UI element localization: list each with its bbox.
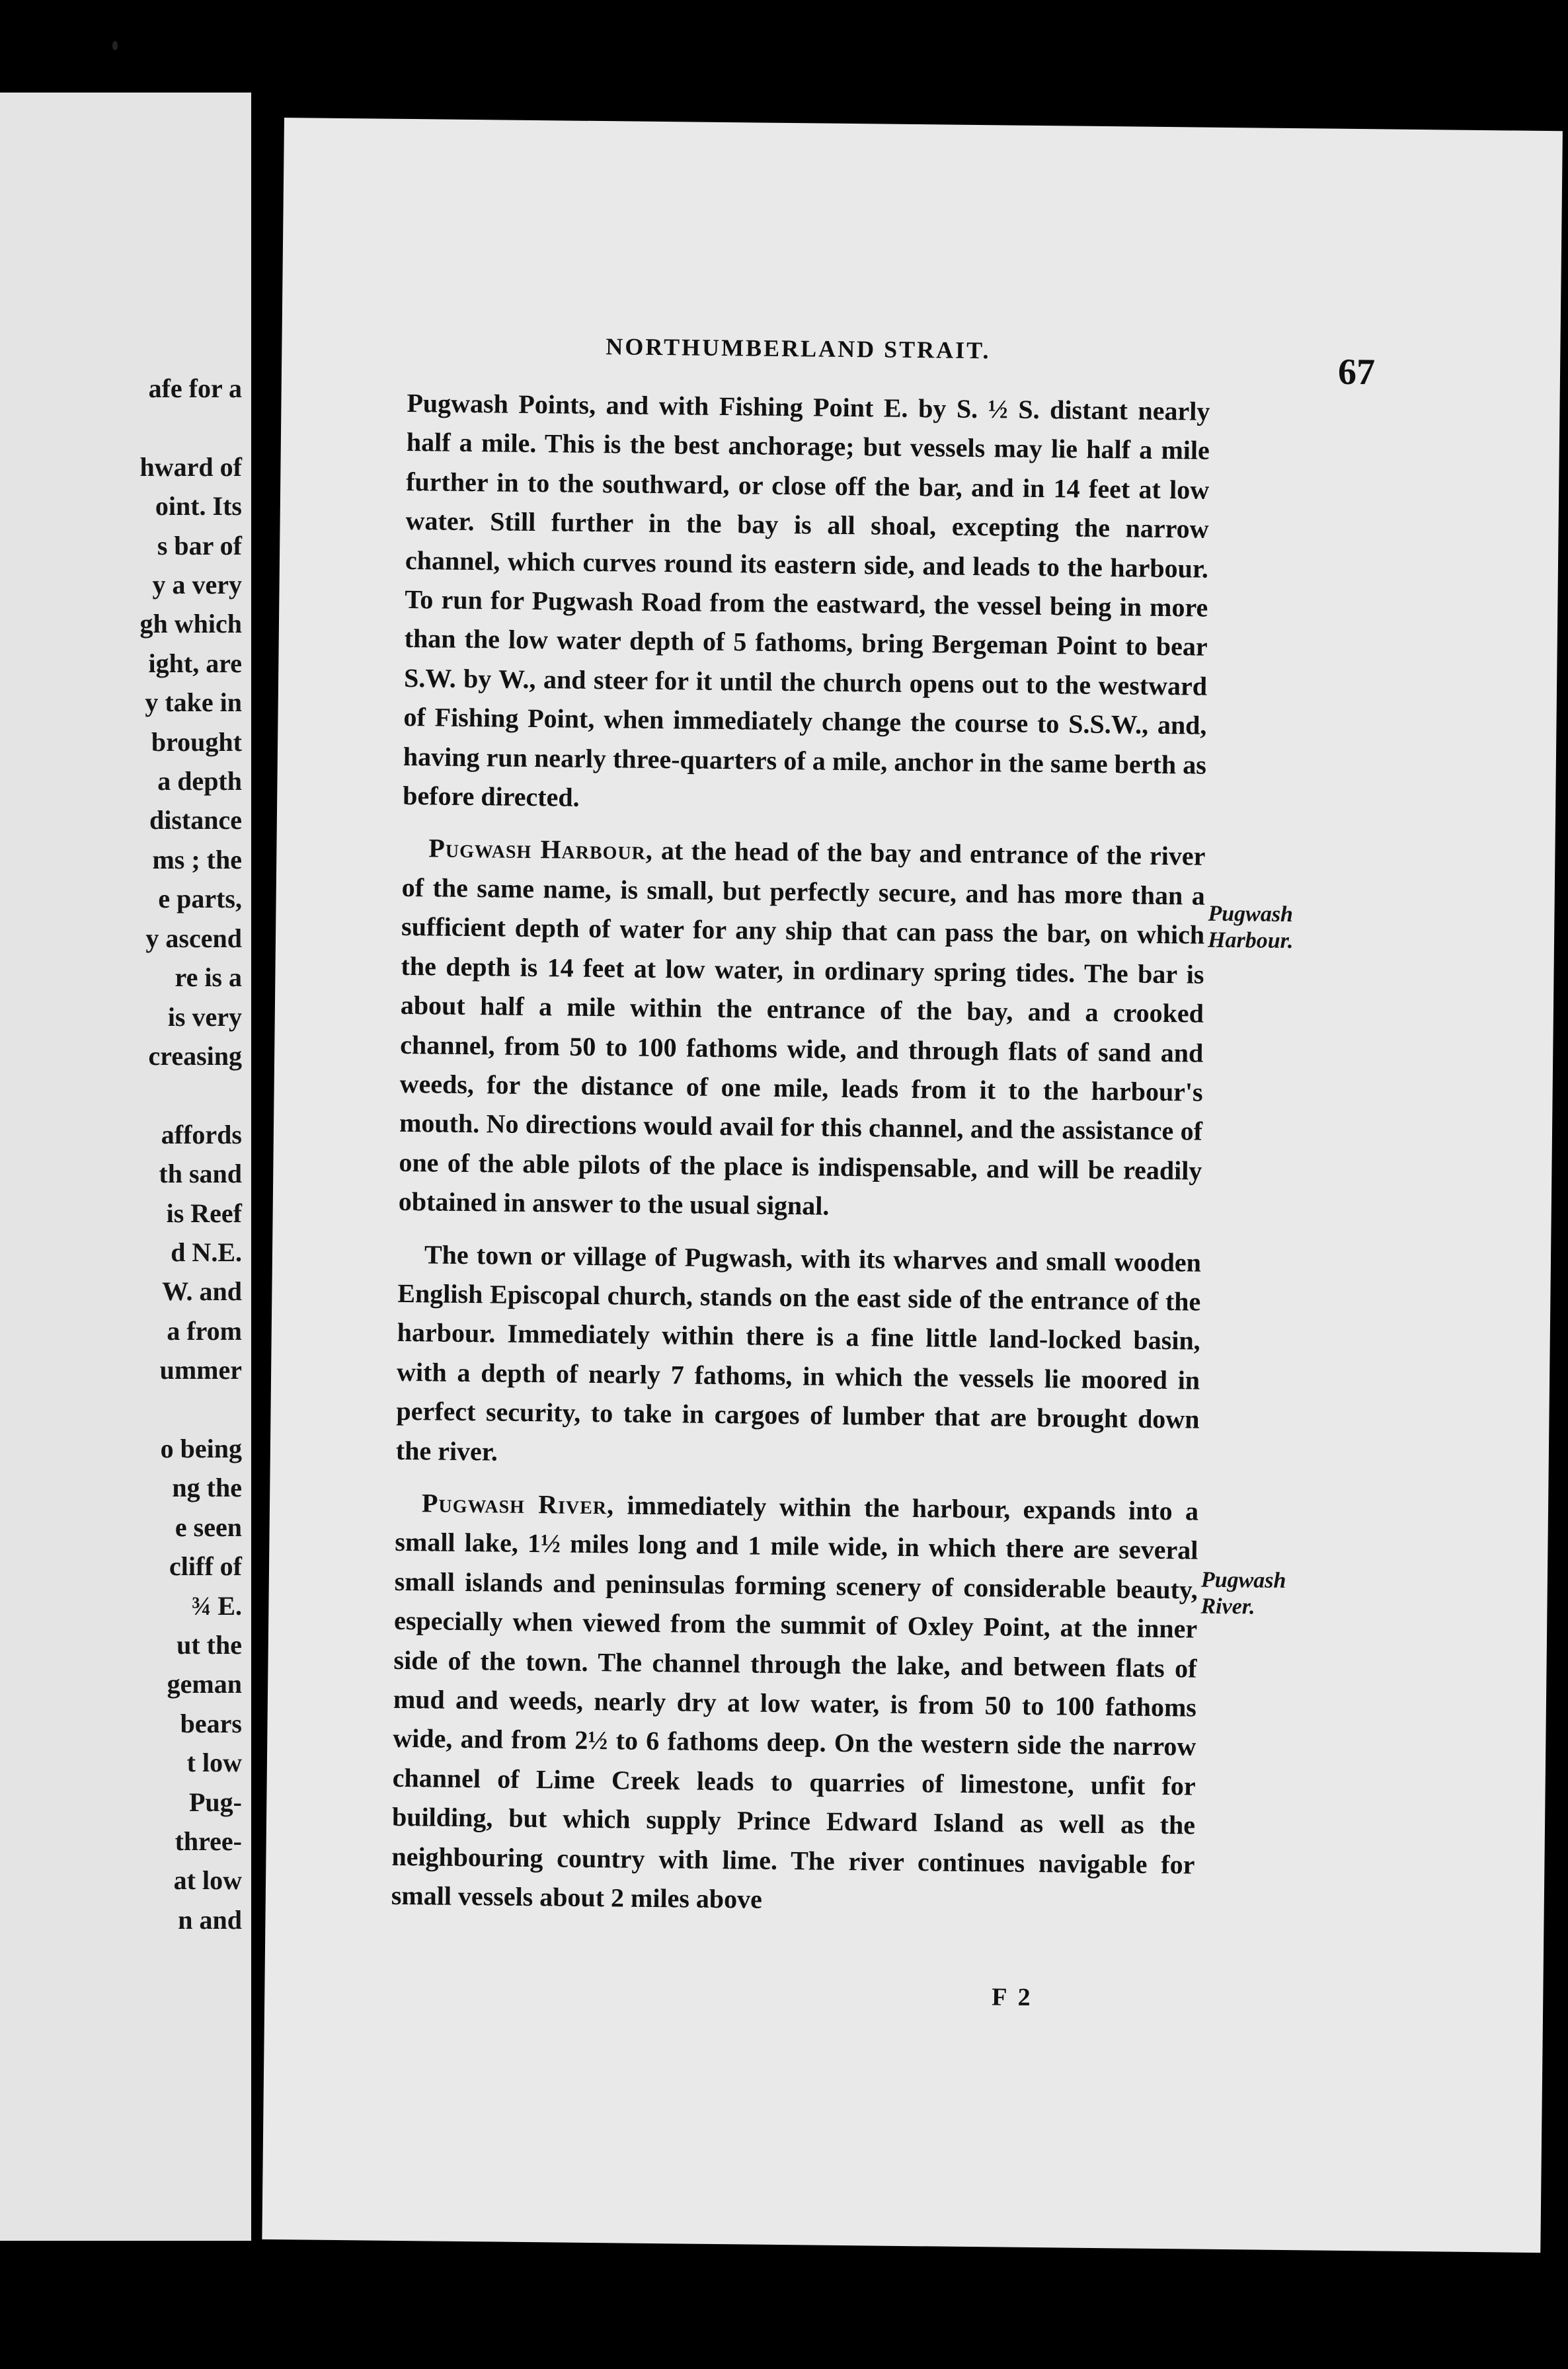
facing-page-line: y ascend	[145, 923, 242, 953]
facing-page-line: afe for a	[148, 373, 242, 403]
margin-note-pugwash-river	[1200, 1567, 1286, 1621]
paragraph: Pugwash Points, and with Fishing Point E. by S. ½ S. distant nearly half a mile. This is the best anchorage; but vessels may lie half a mile further in to the southward, or close off the bar, and in 14 feet at low water. Still further in the bay is all shoal, excepting the narrow channel, which curves round its eastern side, and leads to the harbour. To run for Pugwash Road from the eastward, the vessel being in more than the low water depth of 5 fathoms, bring Bergeman Point to bear S.W. by W., and steer for it until the church opens out to the westward of Fishing Point, when immediately change the course to S.S.W., and, having run nearly three-quarters of a mile, anchor in the same berth as before directed.	[403, 387, 1210, 812]
facing-page-line: a depth	[157, 766, 242, 796]
facing-page-line: hward of	[139, 451, 242, 482]
margin-note-line: Harbour.	[1207, 927, 1294, 954]
facing-page-line: distance	[149, 805, 242, 835]
section-heading: Pugwash River,	[421, 1488, 615, 1520]
facing-page-line: three-	[175, 1826, 242, 1857]
facing-page-line: at low	[173, 1865, 242, 1896]
facing-page-line: e parts,	[158, 884, 242, 914]
facing-page-line: brought	[151, 726, 242, 757]
facing-page-line: y take in	[145, 687, 242, 718]
margin-note-line: River.	[1200, 1594, 1255, 1619]
facing-page-line: t low	[186, 1748, 242, 1778]
facing-page-line: bears	[180, 1708, 242, 1738]
paragraph: The town or village of Pugwash, with its wharves and small wooden English Episcopal church, stands on the east side of the entrance of the harbour. Immediately within there is a fine little land-locked basin, with a depth of nearly 7 fathoms, in which the vessels lie moored in perfect security, to take in cargoes of lumber that are brought down the river.	[395, 1239, 1202, 1467]
facing-page-line: o being	[160, 1433, 242, 1463]
paragraph	[391, 1483, 1199, 1923]
facing-page-line	[4, 1390, 242, 1429]
paragraph-text: immediately within the harbour, expands into a small lake, 1½ miles long and 1 mile wide, in which there are several small islands and peninsulas forming scenery of considerable beauty, especially when viewed from the summit of Oxley Point, at the inner side of the town. The channel through the lake, and between flats of mud and weeds, nearly dry at low water, is from 50 to 100 fathoms wide, and from 2½ to 6 fathoms deep. On the western side the narrow channel of Lime Creek leads to quarries of limestone, unfit for building, but which supply Prince Edward Island as well as the neighbouring country with lime. The river continues navigable for small vessels about 2 miles above	[391, 1490, 1199, 1914]
facing-page-line: a from	[167, 1315, 242, 1346]
facing-page-line: affords	[161, 1119, 242, 1149]
facing-page-line: s bar of	[157, 530, 242, 561]
facing-page-line: ummer	[159, 1355, 242, 1385]
facing-page-line: ms ; the	[152, 844, 242, 874]
facing-page-line: th sand	[159, 1159, 242, 1189]
running-head: NORTHUMBERLAND STRAIT.	[606, 333, 991, 364]
facing-page-line	[4, 1075, 242, 1114]
facing-page-line: is Reef	[166, 1198, 242, 1228]
facing-page-line: n and	[178, 1904, 242, 1935]
signature-mark: F 2	[992, 1983, 1033, 2012]
body-text	[391, 383, 1210, 1937]
paragraph-text: at the head of the bay and entrance of the river of the same name, is small, but perfectly secure, and has more than a sufficient depth of water for any ship that can pass the bar, on which the depth is 14 feet at low water, in ordinary spring tides. The bar is about half a mile within the entrance of the bay, and a crooked channel, from 50 to 100 fathoms wide, and through flats of sand and weeds, for the distance of one mile, leads from it to the harbour's mouth. No directions would avail for this channel, and the assistance of one of the able pilots of the place is indispensable, and will be readily obtained in answer to the usual signal.	[398, 835, 1206, 1221]
facing-page-line: d N.E.	[171, 1237, 242, 1267]
facing-page-line: gh which	[139, 609, 242, 639]
facing-page-line: creasing	[148, 1040, 242, 1071]
facing-page-line: cliff of	[169, 1551, 242, 1582]
scan-speck	[112, 41, 118, 50]
facing-page-line: Pug-	[189, 1787, 242, 1817]
margin-note-line: Pugwash	[1200, 1567, 1286, 1593]
facing-page-line: y a very	[152, 570, 242, 600]
book-page	[262, 118, 1563, 2253]
section-heading: Pugwash Harbour,	[428, 833, 654, 866]
facing-page-line: ¾ E.	[191, 1590, 242, 1621]
facing-page-line: e seen	[175, 1512, 242, 1542]
facing-page-line: is very	[167, 1001, 242, 1032]
facing-page-line: re is a	[175, 962, 242, 993]
page-number: 67	[1337, 351, 1376, 393]
facing-page-line: oint. Its	[155, 491, 242, 522]
margin-note-line: Pugwash	[1208, 901, 1294, 927]
facing-page-text	[4, 369, 242, 1939]
facing-page-line: ut the	[176, 1630, 242, 1660]
margin-note-pugwash-harbour	[1208, 901, 1294, 954]
facing-page-line	[4, 408, 242, 447]
facing-page-line: geman	[167, 1669, 242, 1699]
paragraph	[399, 828, 1206, 1229]
facing-page	[0, 93, 251, 2241]
facing-page-line: ng the	[172, 1473, 242, 1503]
facing-page-line: ight, are	[148, 648, 242, 678]
facing-page-line: W. and	[162, 1276, 242, 1307]
